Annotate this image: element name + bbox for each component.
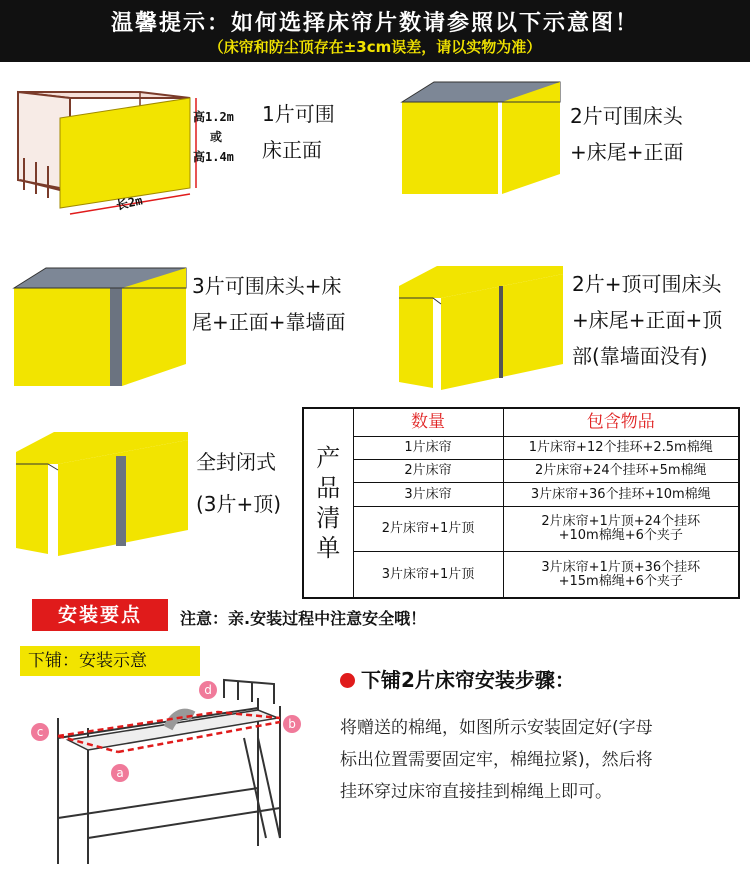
- table-row: [303, 483, 739, 506]
- product-list-table: [302, 407, 740, 599]
- row-qty: 2片床帘: [353, 459, 503, 482]
- header-quantity: 数量: [353, 408, 503, 436]
- svg-text:b: b: [288, 717, 296, 731]
- svg-text:d: d: [204, 683, 212, 697]
- row-items: 2片床帘+24个挂环+5m棉绳: [503, 459, 739, 482]
- red-dot-icon: [340, 673, 355, 688]
- safety-note: 注意：亲.安装过程中注意安全哦！: [180, 609, 427, 628]
- lower-bunk-tag: 下铺：安装示意: [20, 646, 200, 676]
- figure-4-caption: 2片+顶可围床头 +床尾+正面+顶 部(靠墙面没有): [572, 272, 723, 368]
- figure-2-curtain: [398, 78, 568, 198]
- table-row: [303, 436, 739, 459]
- table-row: [303, 552, 739, 598]
- height-label-1: 高1.2m: [193, 110, 234, 124]
- figure-5-caption: 全封闭式 (3片+顶): [196, 450, 282, 516]
- table-row: [303, 459, 739, 482]
- row-items: 3片床帘+36个挂环+10m棉绳: [503, 483, 739, 506]
- height-or-label: 或: [210, 130, 223, 144]
- figure-3-caption: 3片可围床头+床 尾+正面+靠墙面: [192, 274, 346, 334]
- marker-a: [111, 764, 129, 782]
- install-tips-tag: 安装要点: [32, 599, 168, 631]
- figure-2-caption: 2片可围床头 +床尾+正面: [570, 104, 684, 164]
- bunk-bed-diagram: [18, 678, 318, 868]
- marker-d: [199, 681, 217, 699]
- table-row: [303, 506, 739, 551]
- top-banner: [0, 0, 750, 62]
- product-list-label: 产 品 清 单: [303, 408, 353, 598]
- figure-5-curtain: [12, 430, 192, 560]
- length-label: 长2m: [114, 193, 144, 213]
- header-contents: 包含物品: [503, 408, 739, 436]
- svg-text:a: a: [116, 766, 124, 780]
- svg-text:c: c: [36, 725, 44, 739]
- row-qty: 1片床帘: [353, 436, 503, 459]
- figure-1-caption: 1片可围 床正面: [262, 102, 335, 162]
- figure-3-curtain: [10, 266, 190, 391]
- row-qty: 3片床帘: [353, 483, 503, 506]
- install-steps-body: 将赠送的棉绳，如图所示安装固定好(字母 标出位置需要固定牢，棉绳拉紧)，然后将 挂环穿过床帘直接挂到棉绳上即可。: [340, 718, 653, 802]
- marker-b: [283, 715, 301, 733]
- height-label-2: 高1.4m: [193, 150, 234, 164]
- row-qty: 2片床帘+1片顶: [353, 506, 503, 551]
- row-qty: 3片床帘+1片顶: [353, 552, 503, 598]
- install-steps-title: 下铺2片床帘安装步骤：: [340, 664, 575, 693]
- row-items: 2片床帘+1片顶+24个挂环 +10m棉绳+6个夹子: [503, 506, 739, 551]
- row-items: 1片床帘+12个挂环+2.5m棉绳: [503, 436, 739, 459]
- banner-title: 温馨提示：如何选择床帘片数请参照以下示意图！: [110, 11, 639, 36]
- row-items: 3片床帘+1片顶+36个挂环 +15m棉绳+6个夹子: [503, 552, 739, 598]
- banner-subtitle: （床帘和防尘顶存在±3cm误差，请以实物为准）: [208, 38, 542, 56]
- marker-c: [31, 723, 49, 741]
- figure-4-curtain: [397, 264, 567, 394]
